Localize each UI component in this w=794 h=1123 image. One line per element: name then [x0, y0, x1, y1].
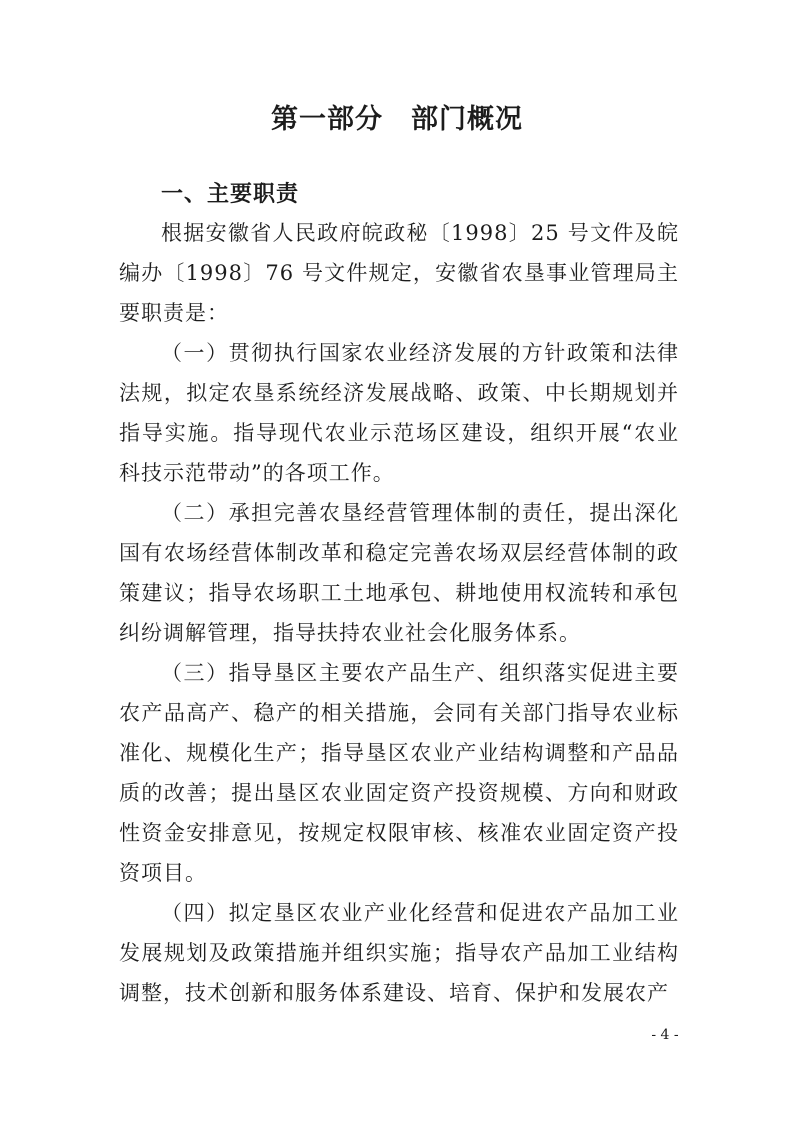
paragraph-duty-3: （三）指导垦区主要农产品生产、组织落实促进主要农产品高产、稳产的相关措施，会同有关部门指导农业标准化、规模化生产；指导垦区农业产业结构调整和产品品质的改善；提出垦区农业固定资产投资规模、方向和财政性资金安排意见，按规定权限审核、核准农业固定资产投资项目。: [119, 661, 679, 885]
document-body: [119, 213, 679, 1013]
page-number: - 4 -: [651, 1027, 679, 1043]
paragraph-duty-2: （二）承担完善农垦经营管理体制的责任，提出深化国有农场经营体制改革和稳定完善农场双层经营体制的政策建议；指导农场职工土地承包、耕地使用权流转和承包纠纷调解管理，指导扶持农业社会化服务体系。: [119, 501, 679, 645]
section-heading: 一、主要职责: [161, 182, 300, 207]
paragraph-duty-4: （四）拟定垦区农业产业化经营和促进农产品加工业发展规划及政策措施并组织实施；指导农产品加工业结构调整，技术创新和服务体系建设、培育、保护和发展农产: [119, 901, 679, 1005]
paragraph-intro: 根据安徽省人民政府皖政秘〔1998〕25 号文件及皖编办〔1998〕76 号文件规定，安徽省农垦事业管理局主要职责是：: [119, 221, 679, 325]
page-title: 第一部分 部门概况: [271, 104, 523, 135]
paragraph-duty-1: （一）贯彻执行国家农业经济发展的方针政策和法律法规，拟定农垦系统经济发展战略、政策、中长期规划并指导实施。指导现代农业示范场区建设，组织开展“农业科技示范带动”的各项工作。: [119, 341, 679, 485]
